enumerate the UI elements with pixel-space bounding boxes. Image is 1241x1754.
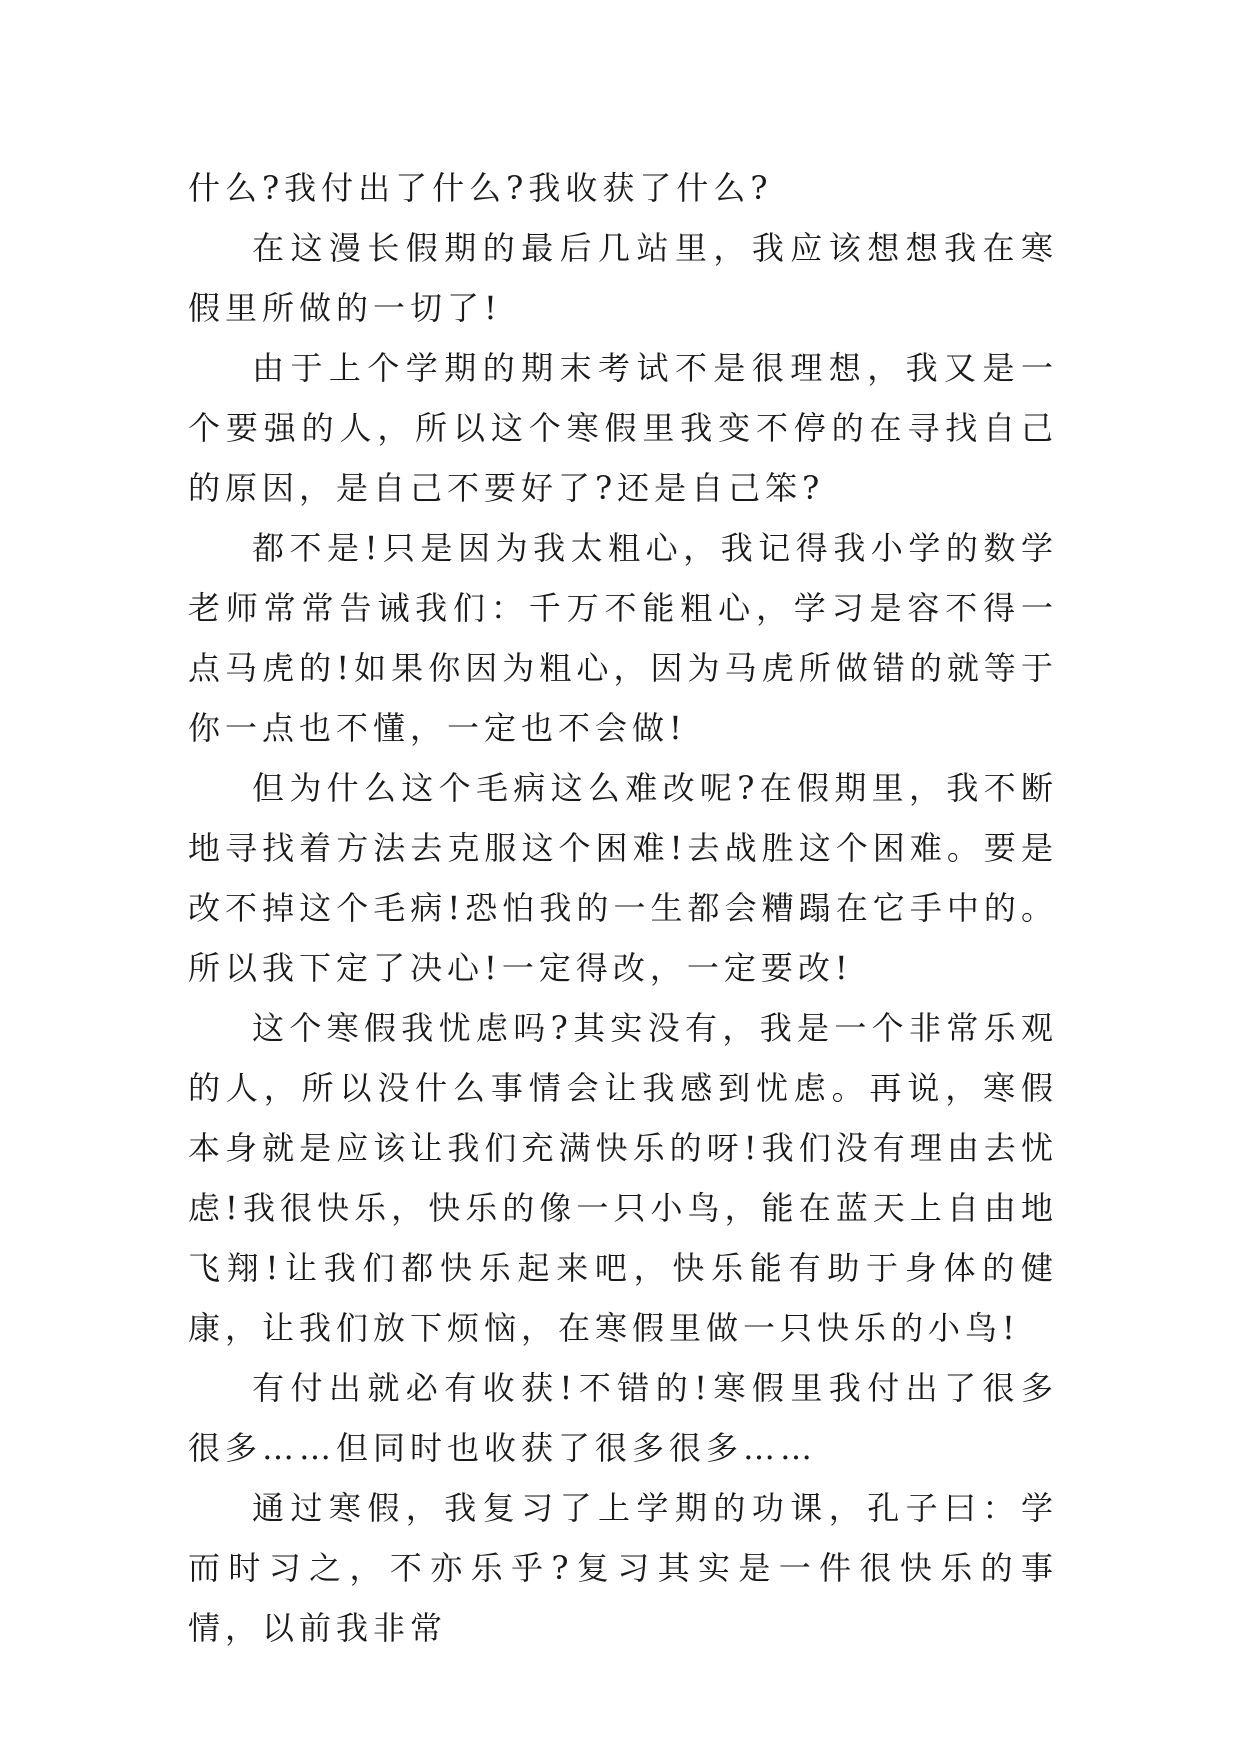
paragraph: 由于上个学期的期末考试不是很理想，我又是一个要强的人，所以这个寒假里我变不停的在寻找自己的原因，是自己不要好了?还是自己笨?	[188, 349, 1058, 507]
paragraph: 都不是!只是因为我太粗心，我记得我小学的数学老师常常告诫我们：千万不能粗心，学习是容不得一点马虎的!如果你因为粗心，因为马虎所做错的就等于你一点也不懂，一定也不会做!	[188, 529, 1058, 747]
paragraph: 通过寒假，我复习了上学期的功课，孔子曰：学而时习之，不亦乐乎?复习其实是一件很快乐的事情，以前我非常	[188, 1489, 1058, 1647]
paragraph: 有付出就必有收获!不错的!寒假里我付出了很多很多……但同时也收获了很多很多……	[188, 1369, 1058, 1467]
paragraph: 这个寒假我忧虑吗?其实没有，我是一个非常乐观的人，所以没什么事情会让我感到忧虑。再说，寒假本身就是应该让我们充满快乐的呀!我们没有理由去忧虑!我很快乐，快乐的像一只小鸟，能在蓝天上自由地飞翔!让我们都快乐起来吧，快乐能有助于身体的健康，让我们放下烦恼，在寒假里做一只快乐的小鸟!	[188, 1009, 1058, 1347]
document-body	[188, 158, 1058, 1658]
paragraph-continuation: 什么?我付出了什么?我收获了什么?	[188, 169, 773, 207]
paragraph: 但为什么这个毛病这么难改呢?在假期里，我不断地寻找着方法去克服这个困难!去战胜这个困难。要是改不掉这个毛病!恐怕我的一生都会糟蹋在它手中的。所以我下定了决心!一定得改，一定要改!	[188, 769, 1058, 987]
paragraph: 在这漫长假期的最后几站里，我应该想想我在寒假里所做的一切了!	[188, 229, 1058, 327]
